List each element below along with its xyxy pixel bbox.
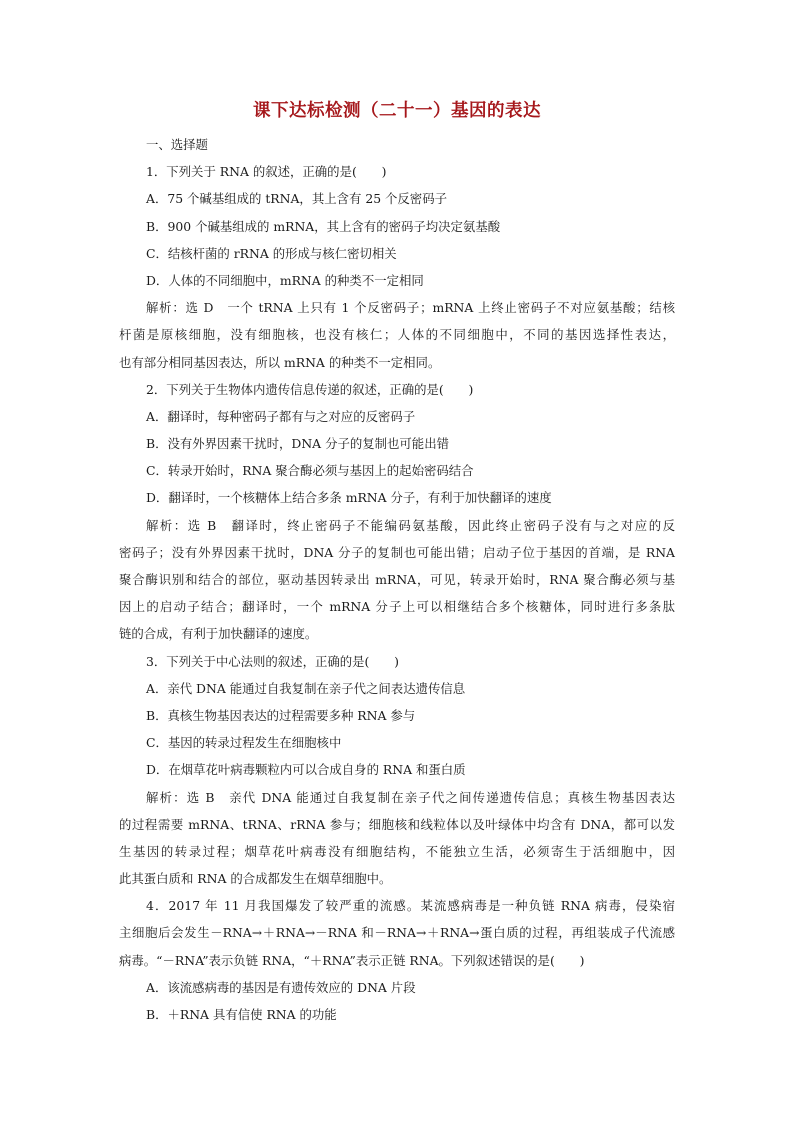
question-2-option-a: A．翻译时，每种密码子都有与之对应的反密码子 <box>146 408 416 424</box>
question-3-option-a: A．亲代 DNA 能通过自我复制在亲子代之间表达遗传信息 <box>146 680 466 696</box>
question-2-analysis-line: 密码子；没有外界因素干扰时，DNA 分子的复制也可能出错；启动子位于基因的首端，是 RNA <box>119 544 675 560</box>
question-2-option-c: C．转录开始时，RNA 聚合酶必须与基因上的起始密码结合 <box>146 463 474 479</box>
question-4-option-a: A．该流感病毒的基因是有遗传效应的 DNA 片段 <box>146 979 416 995</box>
question-4-stem: 4．2017 年 11 月我国爆发了较严重的流感。某流感病毒是一种负链 RNA 病毒，侵染宿 <box>146 898 675 914</box>
question-3-stem: 3．下列关于中心法则的叙述，正确的是( ) <box>146 653 399 669</box>
question-1-option-a: A．75 个碱基组成的 tRNA，其上含有 25 个反密码子 <box>146 191 447 207</box>
question-2-option-d: D．翻译时，一个核糖体上结合多条 mRNA 分子，有利于加快翻译的速度 <box>146 490 552 506</box>
question-4-option-b: B．＋RNA 具有信使 RNA 的功能 <box>146 1007 337 1022</box>
question-2-analysis-line: 因上的启动子结合；翻译时，一个 mRNA 分子上可以相继结合多个核糖体，同时进行多条肽 <box>119 599 675 615</box>
question-1-analysis-line: 解析：选 D 一个 tRNA 上只有 1 个反密码子；mRNA 上终止密码子不对应氨基酸；结核 <box>146 300 675 316</box>
question-1-stem: 1．下列关于 RNA 的叙述，正确的是( ) <box>146 164 387 180</box>
question-4-stem: 病毒。“－RNA”表示负链 RNA，“＋RNA”表示正链 RNA。下列叙述错误的是( ) <box>119 952 585 968</box>
document-body <box>119 131 675 1028</box>
question-3-option-d: D．在烟草花叶病毒颗粒内可以合成自身的 RNA 和蛋白质 <box>146 762 466 778</box>
question-1-option-d: D．人体的不同细胞中，mRNA 的种类不一定相同 <box>146 272 424 288</box>
question-2-stem: 2．下列关于生物体内遗传信息传递的叙述，正确的是( ) <box>146 381 474 397</box>
question-1-analysis-line: 杆菌是原核细胞，没有细胞核，也没有核仁；人体的不同细胞中，不同的基因选择性表达， <box>119 327 675 343</box>
question-3-analysis-line: 此其蛋白质和 RNA 的合成都发生在烟草细胞中。 <box>119 871 392 887</box>
question-3-option-b: B．真核生物基因表达的过程需要多种 RNA 参与 <box>146 707 416 723</box>
question-2-option-b: B．没有外界因素干扰时，DNA 分子的复制也可能出错 <box>146 436 449 452</box>
question-1-analysis-line: 也有部分相同基因表达，所以 mRNA 的种类不一定相同。 <box>119 354 441 370</box>
question-1-option-c: C．结核杆菌的 rRNA 的形成与核仁密切相关 <box>146 245 397 261</box>
question-3-analysis-line: 生基因的转录过程；烟草花叶病毒没有细胞结构，不能独立生活，必须寄生于活细胞中，因 <box>119 843 675 859</box>
question-2-analysis-line: 聚合酶识别和结合的部位，驱动基因转录出 mRNA，可见，转录开始时，RNA 聚合酶必须与基 <box>119 572 675 587</box>
question-2-analysis-line: 解析：选 B 翻译时，终止密码子不能编码氨基酸，因此终止密码子没有与之对应的反 <box>146 517 675 533</box>
question-1-option-b: B．900 个碱基组成的 mRNA，其上含有的密码子均决定氨基酸 <box>146 218 501 234</box>
question-2-analysis-line: 链的合成，有利于加快翻译的速度。 <box>119 626 318 642</box>
question-3-option-c: C．基因的转录过程发生在细胞核中 <box>146 735 342 751</box>
question-3-analysis-line: 的过程需要 mRNA、tRNA、rRNA 参与；细胞核和线粒体以及叶绿体中均含有 DNA，都可以发 <box>119 816 675 832</box>
question-3-analysis-line: 解析：选 B 亲代 DNA 能通过自我复制在亲子代之间传递遗传信息；真核生物基因表达 <box>146 789 675 805</box>
section-heading: 一、选择题 <box>146 137 208 152</box>
page-title: 课下达标检测（二十一）基因的表达 <box>253 101 541 121</box>
question-4-stem: 主细胞后会发生－RNA→＋RNA→－RNA 和－RNA→＋RNA→蛋白质的过程，再组装成子代流感 <box>119 925 675 941</box>
